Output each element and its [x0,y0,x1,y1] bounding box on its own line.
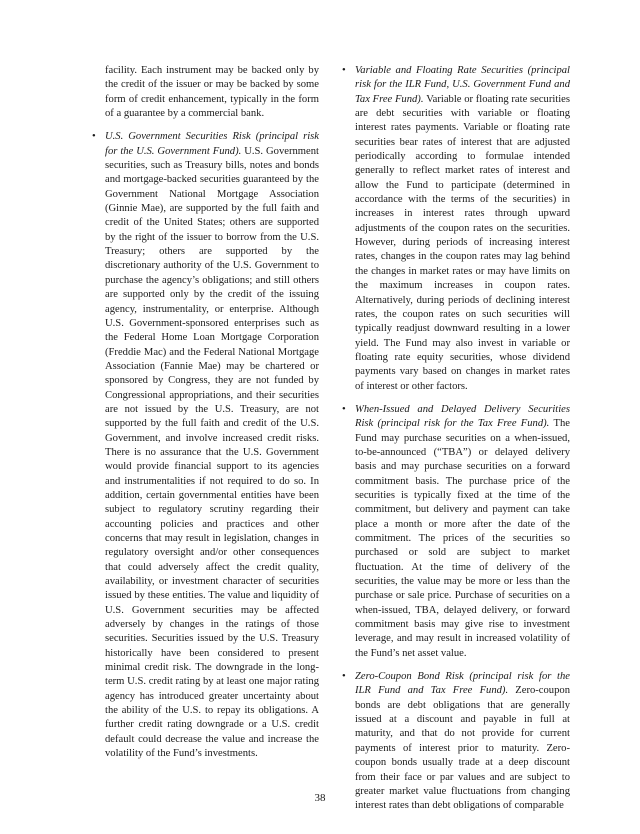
item-text: The Fund may purchase securities on a when-issued, to-be-announced (“TBA”) or delayed delivery basis and may purchase securities on a forward commitment basis. The purchase price of the securities is typically fixed at the time of the commitment, but delivery and payment can take place a month or more after the date of the commitment. The prices of the securities so purchased or sold are subject to market fluctuation. At the time of delivery of the securities, the value may be more or less than the purchase or sale price. Purchase of securities on a when-issued, TBA, delayed delivery, or forward commitment basis may give rise to investment leverage, and may result in increased volatility of the Fund’s net asset value. [355,418,570,659]
list-item [92,130,319,761]
page-number: 38 [314,792,326,804]
item-heading: Variable and Floating Rate Securities (principal risk for the ILR Fund, U.S. Government Fund and Tax Free Fund). [355,65,570,105]
bullet-icon: • [92,131,96,143]
bullet-icon: • [342,65,346,76]
continuation-paragraph: facility. Each instrument may be backed only by the credit of the issuer or may be backed by some form of credit enhancement, typically in the form of a guarantee by a commercial bank. [105,65,319,120]
item-heading: When-Issued and Delayed Delivery Securities Risk (principal risk for the Tax Free Fund). [355,403,570,430]
item-heading: U.S. Government Securities Risk (principal risk for the U.S. Government Fund). [105,131,319,157]
bullet-icon: • [342,671,346,683]
item-heading: Zero-Coupon Bond Risk (principal risk for the ILR Fund and Tax Free Fund). [355,671,570,697]
bullet-icon: • [342,403,346,415]
item-text: Variable or floating rate securities are debt securities with variable or floating interest rates payments. Variable or floating rate securities bear rates of interest that are adjusted periodically according to formulae intended generally to reflect market rates of interest and allow the Fund to participate (determined in accordance with the terms of the securities) in increases in interest rates through upward adjustments of the coupon rates on the securities. However, during periods of increasing interest rates, changes in the coupon rates may lag behind the changes in market rates or may have limits on the maximum increases in coupon rates. Alternatively, during periods of declining interest rates, the coupon rates on such securities will typically readjust downward resulting in a lower yield. The Fund may also invest in variable or floating rate equity securities, whose dividend payments vary based on changes in market rates of interest or other factors. [355,93,570,392]
item-text: U.S. Government securities, such as Treasury bills, notes and bonds and mortgage-backed securities guaranteed by the Government National Mortgage Association (Ginnie Mae), are supported by the full faith and credit of the United States; others are supported by the right of the issuer to borrow from the U.S. Treasury; others are supported by the discretionary authority of the U.S. Government to purchase the agency’s obligations; and still others are supported only by the credit of the issuing agency, instrumentality, or enterprise. Although U.S. Government-sponsored enterprises such as the Federal Home Loan Mortgage Corporation (Freddie Mac) and the Federal National Mortgage Association (Fannie Mae) may be chartered or sponsored by Congress, they are not funded by Congressional appropriations, and their securities are not issued by the U.S. Treasury, are not supported by the full faith and credit of the U.S. Government, and involve increased credit risks. There is no assurance that the U.S. Government would provide financial support to its agencies and instrumentalities if not required to do so. In addition, certain governmental entities have been subject to regulatory scrutiny regarding their accounting policies and practices and other concerns that may result in legislation, changes in regulatory oversight and/or other consequences that could adversely affect the credit quality, availability, or investment character of securities issued by these entities. The value and liquidity of U.S. Government securities may be affected adversely by changes in the ratings of those securities. Securities issued by the U.S. Treasury historically have been considered to present minimal credit risk. The downgrade in the long-term U.S. credit rating by at least one major rating agency has introduced greater uncertainty about the ability of the U.S. to repay its obligations. A further credit rating downgrade or a U.S. credit default could decrease the value and increase the volatility of the Fund’s investments. [105,145,319,760]
list-item [342,64,570,394]
list-item [342,403,570,661]
left-column [92,64,319,771]
item-text: Zero-coupon bonds are debt obligations that are generally issued at a discount and payable in full at maturity, and that do not provide for current payments of interest prior to maturity. Zero-coupon bonds usually trade at a deep discount from their face or par values and are subject to greater market value fluctuations from changing interest rates than debt obligations of comparable [355,685,570,812]
right-column [342,64,570,823]
